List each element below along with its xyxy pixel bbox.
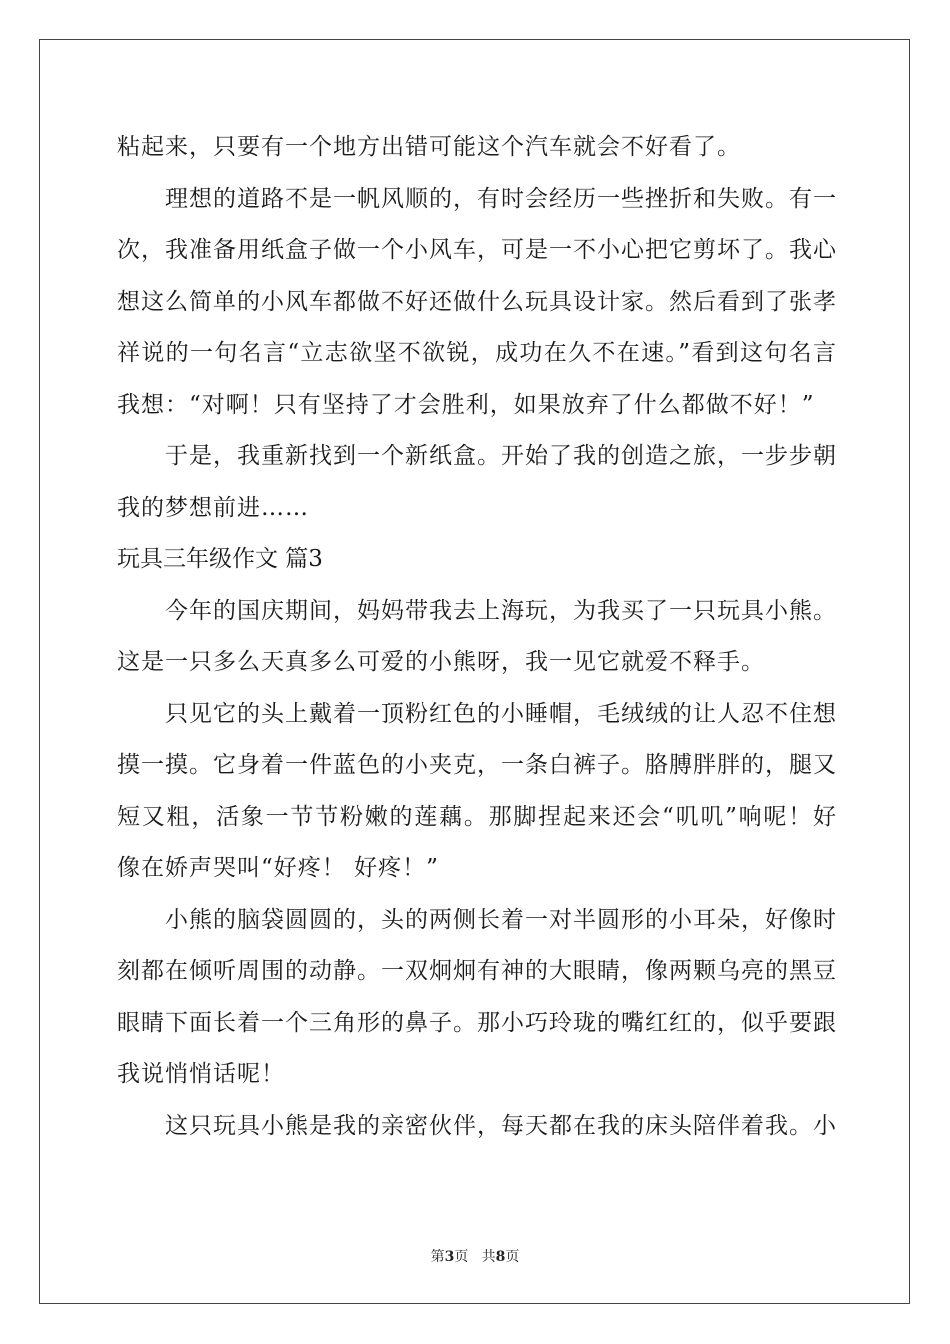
paragraph: 于是，我重新找到一个新纸盒。开始了我的创造之旅，一步步朝我的梦想前进…… [117, 443, 837, 521]
paragraph: 理想的道路不是一帆风顺的，有时会经历一些挫折和失败。有一次，我准备用纸盒子做一个小风车，可是一不小心把它剪坏了。我心想这么简单的小风车都做不好还做什么玩具设计家。然后看到了张孝祥说的一句名言“立志欲坚不欲锐，成功在久不在速。”看到这句名言我想：“对啊！只有坚持了才会胜利，如果放弃了什么都做不好！” [117, 185, 837, 418]
section-heading: 玩具三年级作文 篇3 [117, 546, 323, 572]
page-footer [0, 1246, 950, 1266]
footer-page-suffix: 页 [454, 1249, 469, 1265]
footer-total-suffix: 页 [505, 1249, 520, 1265]
document-body [117, 122, 837, 1152]
paragraph: 粘起来，只要有一个地方出错可能这个汽车就会不好看了。 [117, 134, 741, 160]
total-page-number: 8 [495, 1249, 506, 1265]
footer-total-prefix: 共 [481, 1249, 496, 1265]
paragraph: 今年的国庆期间，妈妈带我去上海玩，为我买了一只玩具小熊。这是一只多么天真多么可爱的小熊呀，我一见它就爱不释手。 [117, 597, 837, 675]
paragraph: 这只玩具小熊是我的亲密伙伴，每天都在我的床头陪伴着我。小 [165, 1112, 837, 1139]
paragraph: 只见它的头上戴着一顶粉红色的小睡帽，毛绒绒的让人忍不住想摸一摸。它身着一件蓝色的小夹克，一条白裤子。胳膊胖胖的，腿又短又粗，活象一节节粉嫩的莲藕。那脚捏起来还会“叽叽”响呢！好像在娇声哭叫“好疼！ 好疼！” [117, 700, 837, 881]
footer-prefix: 第 [430, 1249, 445, 1265]
current-page-number: 3 [444, 1249, 455, 1265]
paragraph: 小熊的脑袋圆圆的，头的两侧长着一对半圆形的小耳朵，好像时刻都在倾听周围的动静。一双炯炯有神的大眼睛，像两颗乌亮的黑豆眼睛下面长着一个三角形的鼻子。那小巧玲珑的嘴红红的，似乎要跟我说悄悄话呢！ [117, 906, 837, 1087]
